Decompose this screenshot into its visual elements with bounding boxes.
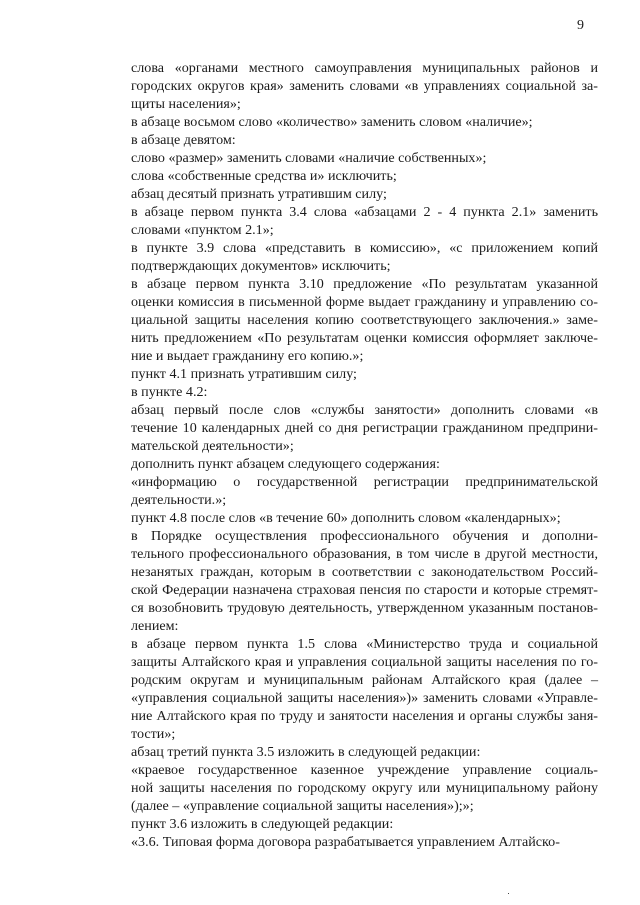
paragraph bbox=[94, 401, 598, 455]
text-line: в абзаце первом пункта 1.5 слова «Министерство труда и социальной bbox=[131, 636, 598, 652]
text-line: ние Алтайского края по труду и занятости населения и органы службы заня- bbox=[131, 708, 598, 724]
text-line: ной защиты населения по городскому округу или муниципальному району bbox=[131, 780, 598, 796]
text-line: защиты Алтайского края и управления социальной защиты населения по го- bbox=[131, 654, 598, 670]
text-line: слова «органами местного самоуправления муниципальных районов и bbox=[131, 60, 598, 76]
text-line: «информацию о государственной регистрации предпринимательской bbox=[131, 474, 598, 490]
text-line: дополнить пункт абзацем следующего содержания: bbox=[131, 456, 440, 472]
paragraph bbox=[94, 113, 598, 131]
text-line: абзац третий пункта 3.5 изложить в следующей редакции: bbox=[131, 744, 481, 760]
paragraph bbox=[94, 167, 598, 185]
paragraph bbox=[94, 203, 598, 239]
text-line: в пункте 3.9 слова «представить в комиссию», «с приложением копий bbox=[131, 240, 598, 256]
text-line: течение 10 календарных дней со дня регистрации гражданином предприни- bbox=[131, 420, 598, 436]
text-line: тельного профессионального образования, в том числе в другой местности, bbox=[131, 546, 598, 562]
paragraph bbox=[94, 761, 598, 815]
text-line: в абзаце первом пункта 3.10 предложение «По результатам указанной bbox=[131, 276, 598, 292]
text-line: тости»; bbox=[131, 726, 176, 742]
text-line: в абзаце девятом: bbox=[131, 132, 236, 148]
text-line: ся возобновить трудовую деятельность, утвержденном указанным постанов- bbox=[131, 600, 598, 616]
text-line: городских округов края» заменить словами «в управлениях социальной за- bbox=[131, 78, 598, 94]
paragraph bbox=[94, 365, 598, 383]
paragraph bbox=[94, 815, 598, 833]
paragraph bbox=[94, 473, 598, 509]
scan-speck bbox=[508, 893, 509, 894]
text-line: слова «собственные средства и» исключить; bbox=[131, 168, 397, 184]
text-line: пункт 3.6 изложить в следующей редакции: bbox=[131, 816, 394, 832]
text-line: нить предложением «По результатам оценки комиссия оформляет заключе- bbox=[131, 330, 598, 346]
text-line: оценки комиссия в письменной форме выдает гражданину и управлению со- bbox=[131, 294, 598, 310]
paragraph bbox=[94, 635, 598, 743]
paragraph bbox=[94, 149, 598, 167]
document-body bbox=[94, 59, 598, 851]
text-line: в абзаце первом пункта 3.4 слова «абзацами 2 - 4 пункта 2.1» заменить bbox=[131, 204, 598, 220]
text-line: пункт 4.8 после слов «в течение 60» дополнить словом «календарных»; bbox=[131, 510, 561, 526]
text-line: пункт 4.1 признать утратившим силу; bbox=[131, 366, 357, 382]
text-line: родским округам и муниципальным районам Алтайского края (далее – bbox=[131, 672, 598, 688]
text-line: «краевое государственное казенное учреждение управление социаль- bbox=[131, 762, 598, 778]
text-line: «управления социальной защиты населения»)» заменить словами «Управле- bbox=[131, 690, 598, 706]
paragraph bbox=[94, 743, 598, 761]
paragraph bbox=[94, 185, 598, 203]
text-line: абзац первый после слов «службы занятости» дополнить словами «в bbox=[131, 402, 598, 418]
text-line: в абзаце восьмом слово «количество» заменить словом «наличие»; bbox=[131, 114, 533, 130]
text-line: деятельности.»; bbox=[131, 492, 227, 508]
text-line: щиты населения»; bbox=[131, 96, 241, 112]
text-line: (далее – «управление социальной защиты населения»);»; bbox=[131, 798, 474, 814]
text-line: ской Федерации назначена страховая пенсия по старости и которые стремят- bbox=[131, 582, 598, 598]
text-line: словами «пунктом 2.1»; bbox=[131, 222, 274, 238]
text-line: в Порядке осуществления профессионального обучения и дополни- bbox=[131, 528, 598, 544]
text-line: абзац десятый признать утратившим силу; bbox=[131, 186, 387, 202]
paragraph bbox=[94, 509, 598, 527]
text-line: «3.6. Типовая форма договора разрабатывается управлением Алтайско- bbox=[131, 834, 560, 850]
paragraph bbox=[94, 239, 598, 275]
text-line: незанятых граждан, которым в соответствии с законодательством Россий- bbox=[131, 564, 598, 580]
text-line: циальной защиты населения копию соответствующего заключения.» заме- bbox=[131, 312, 598, 328]
paragraph bbox=[94, 833, 598, 851]
paragraph bbox=[94, 527, 598, 635]
text-line: подтверждающих документов» исключить; bbox=[131, 258, 391, 274]
text-line: слово «размер» заменить словами «наличие собственных»; bbox=[131, 150, 487, 166]
text-line: лением: bbox=[131, 618, 179, 634]
paragraph bbox=[94, 275, 598, 365]
paragraph bbox=[94, 455, 598, 473]
paragraph bbox=[94, 131, 598, 149]
paragraph bbox=[94, 59, 598, 113]
text-line: мательской деятельности»; bbox=[131, 438, 294, 454]
paragraph bbox=[94, 383, 598, 401]
page-number: 9 bbox=[577, 18, 584, 33]
text-line: ние и выдает гражданину его копию.»; bbox=[131, 348, 364, 364]
text-line: в пункте 4.2: bbox=[131, 384, 208, 400]
